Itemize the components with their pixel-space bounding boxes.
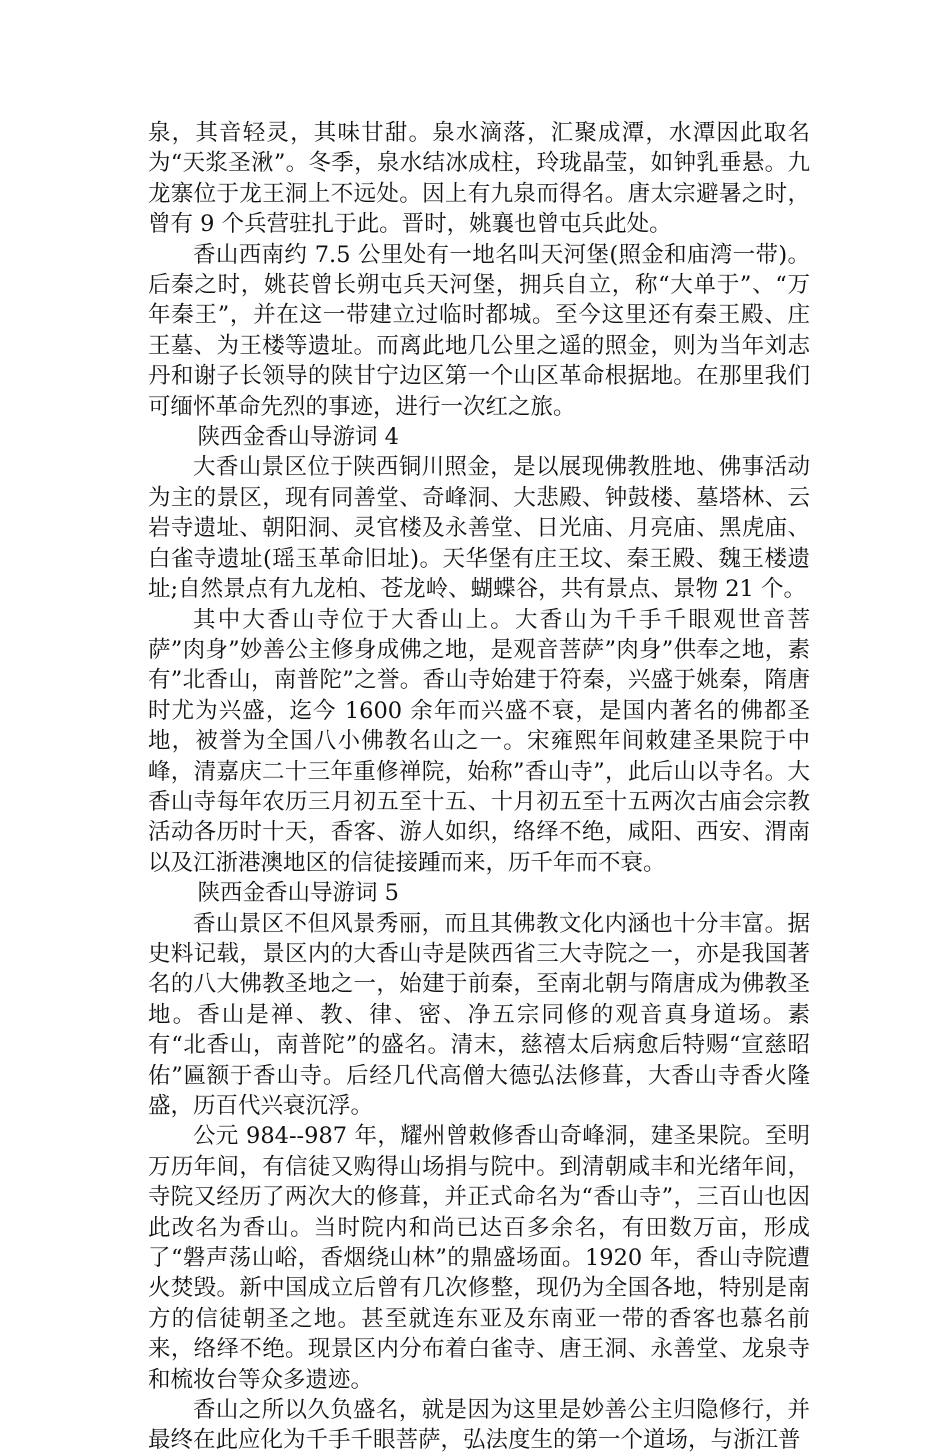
paragraph-3: 大香山景区位于陕西铜川照金，是以展现佛教胜地、佛事活动为主的景区，现有同善堂、奇峰洞、大悲殿、钟鼓楼、墓塔林、云岩寺遗址、朝阳洞、灵官楼及永善堂、日光庙、月亮庙、黑虎庙、白雀寺遗址(瑶玉革命旧址)。天华堡有庄王坟、秦王殿、魏王楼遗址;自然景点有九龙柏、苍龙岭、蝴蝶谷，共有景点、景物 21 个。 <box>148 454 810 603</box>
document-body <box>148 118 810 1456</box>
paragraph-2: 香山西南约 7.5 公里处有一地名叫天河堡(照金和庙湾一带)。后秦之时，姚苌曾长朔屯兵天河堡，拥兵自立，称“大单于”、“万年秦王”，并在这一带建立过临时都城。至今这里还有秦王殿、庄王墓、为王楼等遗址。而离此地几公里之遥的照金，则为当年刘志丹和谢子长领导的陕甘宁边区第一个山区革命根据地。在那里我们可缅怀革命先烈的事迹，进行一次红之旅。 <box>148 241 810 420</box>
section-heading-5: 陕西金香山导游词 5 <box>197 880 399 907</box>
paragraph-1: 泉，其音轻灵，其味甘甜。泉水滴落，汇聚成潭，水潭因此取名为“天浆圣湫”。冬季，泉水结冰成柱，玲珑晶莹，如钟乳垂悬。九龙寨位于龙王洞上不远处。因上有九泉而得名。唐太宗避暑之时，曾有 9 个兵营驻扎于此。晋时，姚襄也曾屯兵此处。 <box>148 120 810 238</box>
paragraph-7: 香山之所以久负盛名，就是因为这里是妙善公主归隐修行，并最终在此应化为千手千眼菩萨，弘法度生的第一个道场，与浙江普 <box>148 1397 810 1454</box>
paragraph-5: 香山景区不但风景秀丽，而且其佛教文化内涵也十分丰富。据史料记载，景区内的大香山寺是陕西省三大寺院之一，亦是我国著名的八大佛教圣地之一，始建于前秦，至南北朝与隋唐成为佛教圣地。香山是禅、教、律、密、净五宗同修的观音真身道场。素有“北香山，南普陀”的盛名。清末，慈禧太后病愈后特赐“宣慈昭佑”匾额于香山寺。后经几代高僧大德弘法修葺，大香山寺香火隆盛，历百代兴衰沉浮。 <box>148 910 810 1119</box>
section-heading-4: 陕西金香山导游词 4 <box>197 424 399 451</box>
paragraph-6: 公元 984--987 年，耀州曾敕修香山奇峰洞，建圣果院。至明万历年间，有信徒又购得山场捐与院中。到清朝咸丰和光绪年间，寺院又经历了两次大的修葺，并正式命名为“香山寺”，三百山也因此改名为香山。当时院内和尚已达百多余名，有田数万亩，形成了“磐声荡山峪，香烟绕山林”的鼎盛场面。1920 年，香山寺院遭火焚毁。新中国成立后曾有几次修整，现仍为全国各地，特别是南方的信徒朝圣之地。甚至就连东亚及东南亚一带的香客也慕名前来，络绎不绝。现景区内分布着白雀寺、唐王洞、永善堂、龙泉寺和梳妆台等众多遗迹。 <box>148 1123 810 1393</box>
paragraph-4: 其中大香山寺位于大香山上。大香山为千手千眼观世音菩萨”肉身”妙善公主修身成佛之地，是观音菩萨”肉身”供奉之地，素有”北香山，南普陀”之誉。香山寺始建于符秦，兴盛于姚秦，隋唐时尤为兴盛，迄今 1600 余年而兴盛不衰，是国内著名的佛都圣地，被誉为全国八小佛教名山之一。宋雍熙年间敕建圣果院于中峰，清嘉庆二十三年重修禅院，始称”香山寺”，此后山以寺名。大香山寺每年农历三月初五至十五、十月初五至十五两次古庙会宗教活动各历时十天，香客、游人如织，络绎不绝，咸阳、西安、渭南以及江浙港澳地区的信徒接踵而来，历千年而不衰。 <box>148 606 810 876</box>
